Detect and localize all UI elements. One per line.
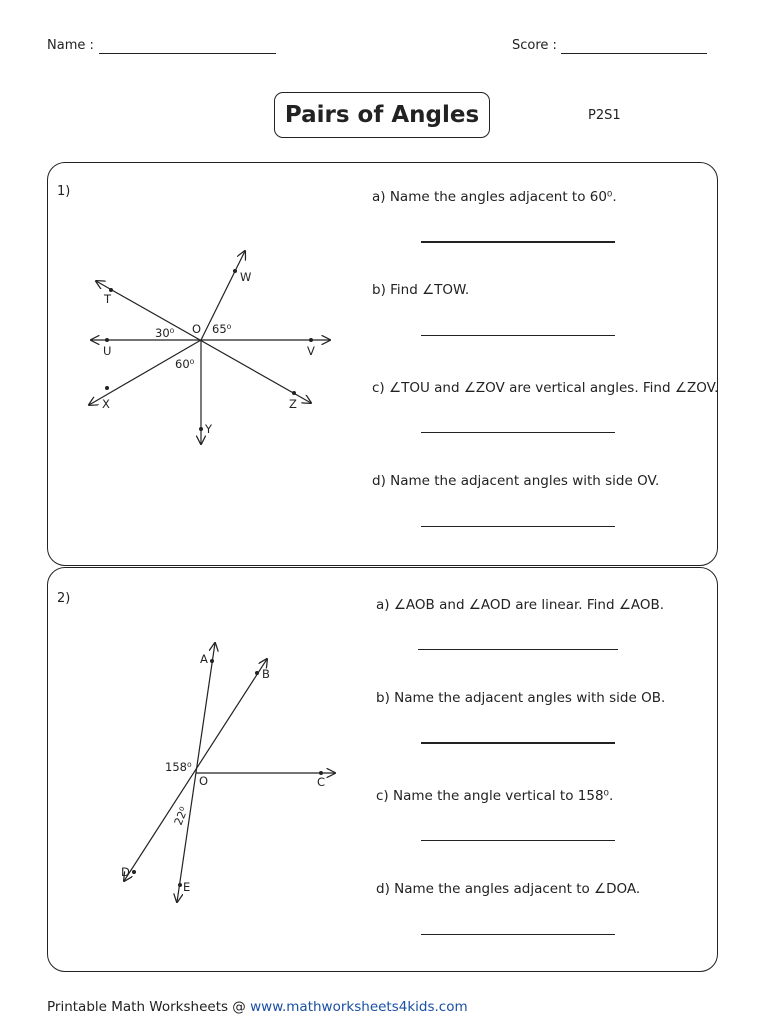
q1d: d) Name the adjacent angles with side OV. xyxy=(372,473,660,489)
score-label: Score : xyxy=(512,38,557,53)
name-label: Name : xyxy=(47,38,94,53)
point-u: U xyxy=(103,344,112,358)
angle-30: 30⁰ xyxy=(155,326,175,340)
point-c: C xyxy=(317,775,326,789)
angle-158: 158⁰ xyxy=(165,760,192,774)
point-t: T xyxy=(104,292,112,306)
point-a: A xyxy=(200,652,208,666)
point-d: D xyxy=(121,865,130,879)
problem-2-number: 2) xyxy=(57,591,71,606)
q2b: b) Name the adjacent angles with side OB. xyxy=(376,690,666,706)
q1a-answer-line[interactable] xyxy=(421,241,615,243)
footer-prefix: Printable Math Worksheets @ xyxy=(47,999,251,1015)
point-b: B xyxy=(262,667,270,681)
angle-22: 22⁰ xyxy=(171,805,191,828)
footer xyxy=(47,999,468,1015)
point-o: O xyxy=(192,322,202,336)
q1a: a) Name the angles adjacent to 60⁰. xyxy=(372,189,617,205)
angle-60: 60⁰ xyxy=(175,357,195,371)
point-v: V xyxy=(307,344,315,358)
worksheet-code: P2S1 xyxy=(588,108,621,123)
point-w: W xyxy=(240,270,252,284)
angle-65: 65⁰ xyxy=(212,322,232,336)
q1d-answer-line[interactable] xyxy=(421,526,615,527)
footer-link[interactable]: www.mathworksheets4kids.com xyxy=(250,999,468,1015)
q2a: a) ∠AOB and ∠AOD are linear. Find ∠AOB. xyxy=(376,597,665,613)
q1b-answer-line[interactable] xyxy=(421,335,615,336)
point-y: Y xyxy=(205,422,213,436)
q2d-answer-line[interactable] xyxy=(421,934,615,935)
q1c: c) ∠TOU and ∠ZOV are vertical angles. Find ∠ZOV. xyxy=(372,380,719,396)
q1c-answer-line[interactable] xyxy=(421,432,615,433)
problem-1-number: 1) xyxy=(57,184,71,199)
point-o2: O xyxy=(199,774,209,788)
problem-2-panel xyxy=(47,567,718,972)
q2c: c) Name the angle vertical to 158⁰. xyxy=(376,788,614,804)
point-e: E xyxy=(183,880,191,894)
q2d: d) Name the angles adjacent to ∠DOA. xyxy=(376,881,641,897)
q2c-answer-line[interactable] xyxy=(421,840,615,841)
q2b-answer-line[interactable] xyxy=(421,742,615,744)
page-title: Pairs of Angles xyxy=(284,102,480,128)
line-tz xyxy=(96,281,311,403)
point-z: Z xyxy=(289,397,297,411)
point-x: X xyxy=(102,397,110,411)
q1b: b) Find ∠TOW. xyxy=(372,282,470,298)
q2a-answer-line[interactable] xyxy=(418,649,618,650)
